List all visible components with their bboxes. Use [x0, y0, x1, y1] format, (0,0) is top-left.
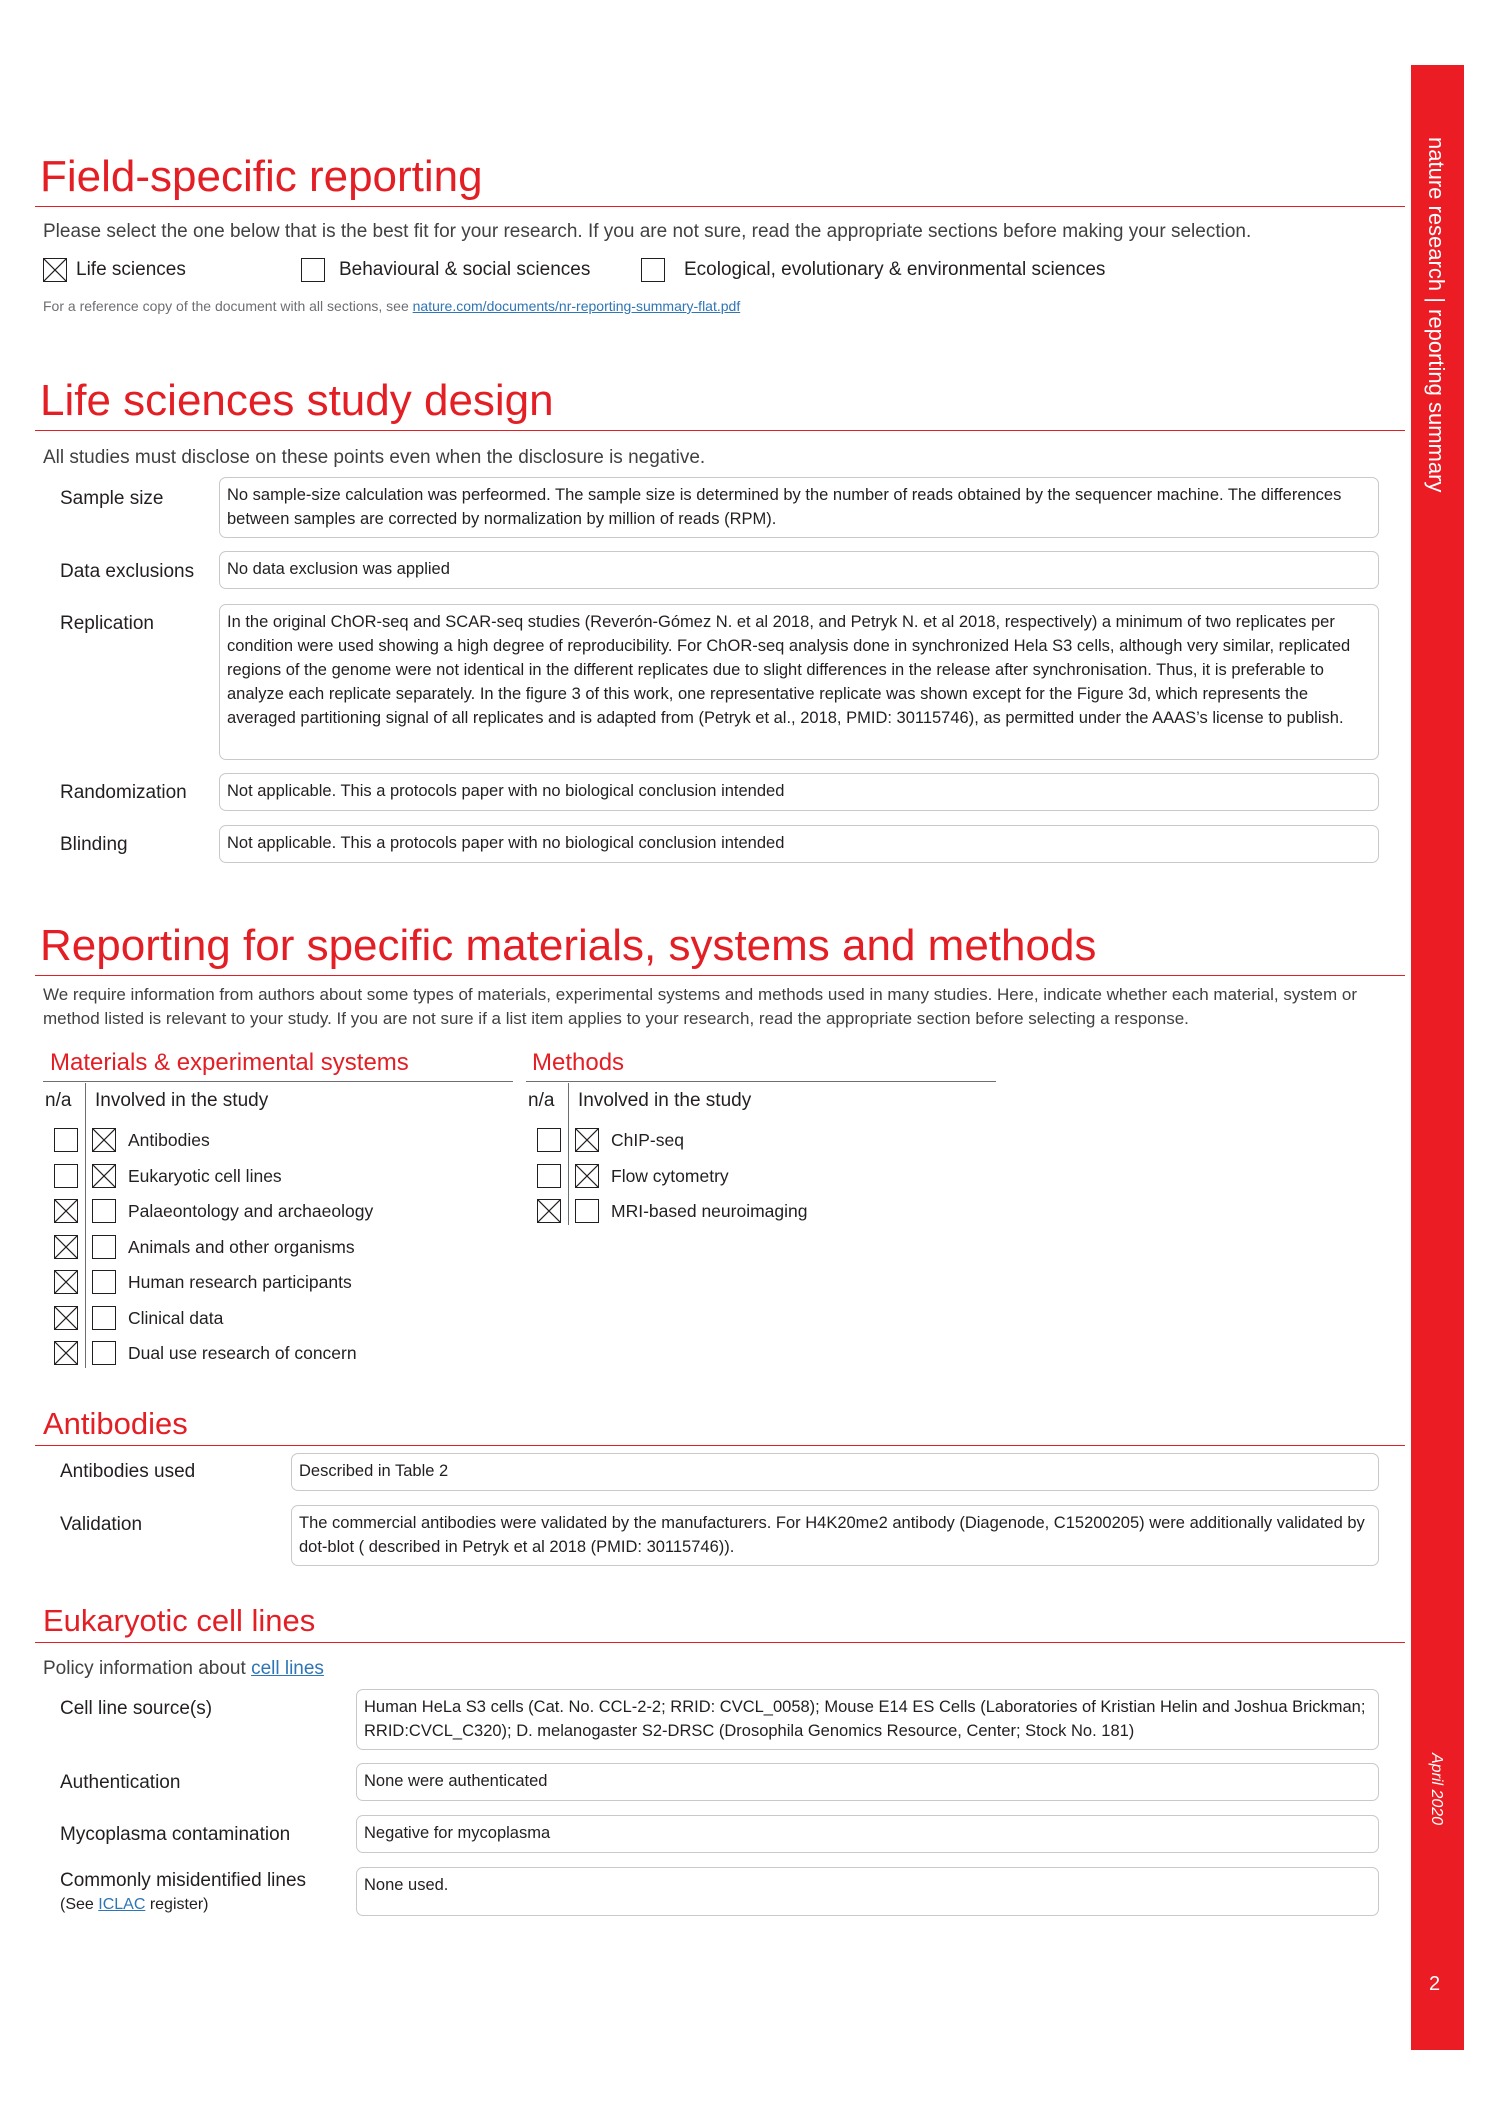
behavioural-label: Behavioural & social sciences [339, 259, 591, 280]
blinding-field[interactable]: Not applicable. This a protocols paper with no biological conclusion intended [219, 825, 1379, 863]
reporting-rule [35, 975, 1405, 976]
materials-involved-checkbox[interactable] [92, 1235, 116, 1259]
life-sciences-label: Life sciences [76, 259, 186, 280]
materials-na-checkbox[interactable] [54, 1270, 78, 1294]
ecological-checkbox[interactable] [641, 258, 665, 282]
sample-size-field[interactable]: No sample-size calculation was perfeormed. The sample size is determined by the number of reads obtained by the sequencer machine. The differences between samples are corrected by normalization by million of reads (RPM). [219, 477, 1379, 538]
methods-involved-header: Involved in the study [578, 1090, 752, 1111]
cell-lines-rule [35, 1642, 1405, 1643]
methods-involved-checkbox[interactable] [575, 1199, 599, 1223]
materials-item-label: Dual use research of concern [128, 1343, 357, 1363]
antibodies-title: Antibodies [43, 1406, 188, 1441]
materials-item-label: Human research participants [128, 1272, 352, 1292]
field-intro: Please select the one below that is the best fit for your research. If you are not sure, read the appropriate sections before making your selection. [43, 221, 1252, 242]
materials-item-label: Animals and other organisms [128, 1236, 355, 1257]
replication-field[interactable]: In the original ChOR-seq and SCAR-seq studies (Reverón-Gómez N. et al 2018, and Petryk N. et al 2018, respectively) a minimum of two replicates per condition were used showing a high degree of reproducibility. For ChOR-seq analysis done in synchronized Hela S3 cells, although very similar, replicated regions of the genome were not identical in the different replicates due to slight differences in the release after synchronisation. Thus, it is preferable to analyze each replicate separately. In the figure 3 of this work, one representative replicate was shown except for the Figure 3d, which represents the averaged partitioning signal of all replicates and is adapted from (Petryk et al., 2018, PMID: 30115746), as permitted under the AAAS’s license to publish. [219, 604, 1379, 760]
materials-involved-checkbox[interactable] [92, 1164, 116, 1188]
materials-involved-header: Involved in the study [95, 1090, 269, 1111]
sample-size-label: Sample size [60, 488, 164, 509]
reference-link[interactable]: nature.com/documents/nr-reporting-summary-flat.pdf [412, 298, 741, 314]
materials-na-checkbox[interactable] [54, 1306, 78, 1330]
cell-lines-policy-prefix: Policy information about [43, 1658, 252, 1679]
materials-involved-checkbox[interactable] [92, 1341, 116, 1365]
methods-item-label: MRI-based neuroimaging [611, 1201, 808, 1221]
materials-na-checkbox[interactable] [54, 1341, 78, 1365]
iclac-note-prefix: (See [60, 1896, 99, 1913]
materials-item-label: Antibodies [128, 1130, 210, 1150]
authentication-field[interactable]: None were authenticated [356, 1763, 1379, 1801]
antibodies-used-label: Antibodies used [60, 1461, 196, 1482]
iclac-note [60, 1896, 209, 1914]
materials-na-checkbox[interactable] [54, 1199, 78, 1223]
data-exclusions-label: Data exclusions [60, 561, 195, 582]
iclac-link[interactable]: ICLAC [98, 1896, 146, 1913]
validation-label: Validation [60, 1514, 143, 1535]
methods-item-label: ChIP-seq [611, 1130, 684, 1150]
cell-line-source-field[interactable]: Human HeLa S3 cells (Cat. No. CCL-2-2; RRID: CVCL_0058); Mouse E14 ES Cells (Laboratories of Kristian Helin and Joshua Brickman; RRID:CVCL_C320); D. melanogaster S2-DRSC (Drosophila Genomics Resource, Center; Stock No. 181) [356, 1689, 1379, 1750]
cell-lines-policy-link[interactable]: cell lines [251, 1658, 324, 1679]
field-title: Field-specific reporting [40, 152, 483, 201]
page-number: 2 [1429, 1973, 1441, 1995]
behavioural-checkbox[interactable] [301, 258, 325, 282]
methods-divider [568, 1083, 569, 1225]
life-sciences-checkbox[interactable] [43, 258, 67, 282]
reporting-title: Reporting for specific materials, systems and methods [40, 921, 1097, 970]
materials-involved-checkbox[interactable] [92, 1270, 116, 1294]
ecological-label: Ecological, evolutionary & environmental sciences [684, 259, 1106, 280]
materials-na-checkbox[interactable] [54, 1235, 78, 1259]
antibodies-rule [35, 1445, 1405, 1446]
methods-na-header: n/a [528, 1090, 555, 1111]
blinding-label: Blinding [60, 834, 128, 855]
materials-item-label: Eukaryotic cell lines [128, 1165, 282, 1186]
methods-title: Methods [532, 1049, 625, 1076]
field-rule [35, 206, 1405, 207]
materials-title: Materials & experimental systems [50, 1049, 409, 1076]
authentication-label: Authentication [60, 1772, 181, 1793]
materials-na-checkbox[interactable] [54, 1128, 78, 1152]
iclac-note-suffix: register) [145, 1896, 209, 1913]
life-rule [35, 430, 1405, 431]
life-title: Life sciences study design [40, 376, 554, 425]
methods-rule [526, 1081, 996, 1082]
methods-na-checkbox[interactable] [537, 1128, 561, 1152]
methods-item-label: Flow cytometry [611, 1165, 729, 1186]
materials-item-label: Palaeontology and archaeology [128, 1201, 374, 1221]
mycoplasma-field[interactable]: Negative for mycoplasma [356, 1815, 1379, 1853]
reference-prefix: For a reference copy of the document with all sections, see [43, 298, 413, 314]
materials-divider [85, 1083, 86, 1368]
cell-lines-policy [43, 1656, 324, 1681]
methods-na-checkbox[interactable] [537, 1164, 561, 1188]
materials-involved-checkbox[interactable] [92, 1306, 116, 1330]
materials-na-checkbox[interactable] [54, 1164, 78, 1188]
data-exclusions-field[interactable]: No data exclusion was applied [219, 551, 1379, 589]
cell-lines-title: Eukaryotic cell lines [43, 1603, 316, 1638]
materials-rule [43, 1081, 513, 1082]
materials-involved-checkbox[interactable] [92, 1199, 116, 1223]
cell-line-source-label: Cell line source(s) [60, 1698, 213, 1719]
randomization-field[interactable]: Not applicable. This a protocols paper with no biological conclusion intended [219, 773, 1379, 811]
methods-na-checkbox[interactable] [537, 1199, 561, 1223]
reporting-intro: We require information from authors about some types of materials, experimental systems and methods used in many studies. Here, indicate whether each material, system or method listed is relevant to your study. If you are not sure if a list item applies to your research, read the appropriate section before selecting a response. [43, 985, 1358, 1028]
replication-label: Replication [60, 613, 154, 634]
materials-na-header: n/a [45, 1090, 72, 1111]
randomization-label: Randomization [60, 782, 187, 803]
materials-involved-checkbox[interactable] [92, 1128, 116, 1152]
mycoplasma-label: Mycoplasma contamination [60, 1824, 291, 1845]
misidentified-field[interactable]: None used. [356, 1867, 1379, 1916]
sidebar-band [1411, 65, 1464, 2050]
misidentified-label: Commonly misidentified lines [60, 1870, 307, 1891]
life-intro: All studies must disclose on these points even when the disclosure is negative. [43, 447, 706, 468]
methods-involved-checkbox[interactable] [575, 1164, 599, 1188]
validation-field[interactable]: The commercial antibodies were validated by the manufacturers. For H4K20me2 antibody (Diagenode, C15200205) were additionally validated by dot-blot ( described in Petryk et al 2018 (PMID: 30115746)). [291, 1505, 1379, 1566]
sidebar-title: nature research | reporting summary [1424, 137, 1449, 493]
methods-involved-checkbox[interactable] [575, 1128, 599, 1152]
antibodies-used-field[interactable]: Described in Table 2 [291, 1453, 1379, 1491]
materials-item-label: Clinical data [128, 1307, 224, 1328]
sidebar-date: April 2020 [1428, 1753, 1445, 1826]
reference-note [43, 298, 740, 314]
